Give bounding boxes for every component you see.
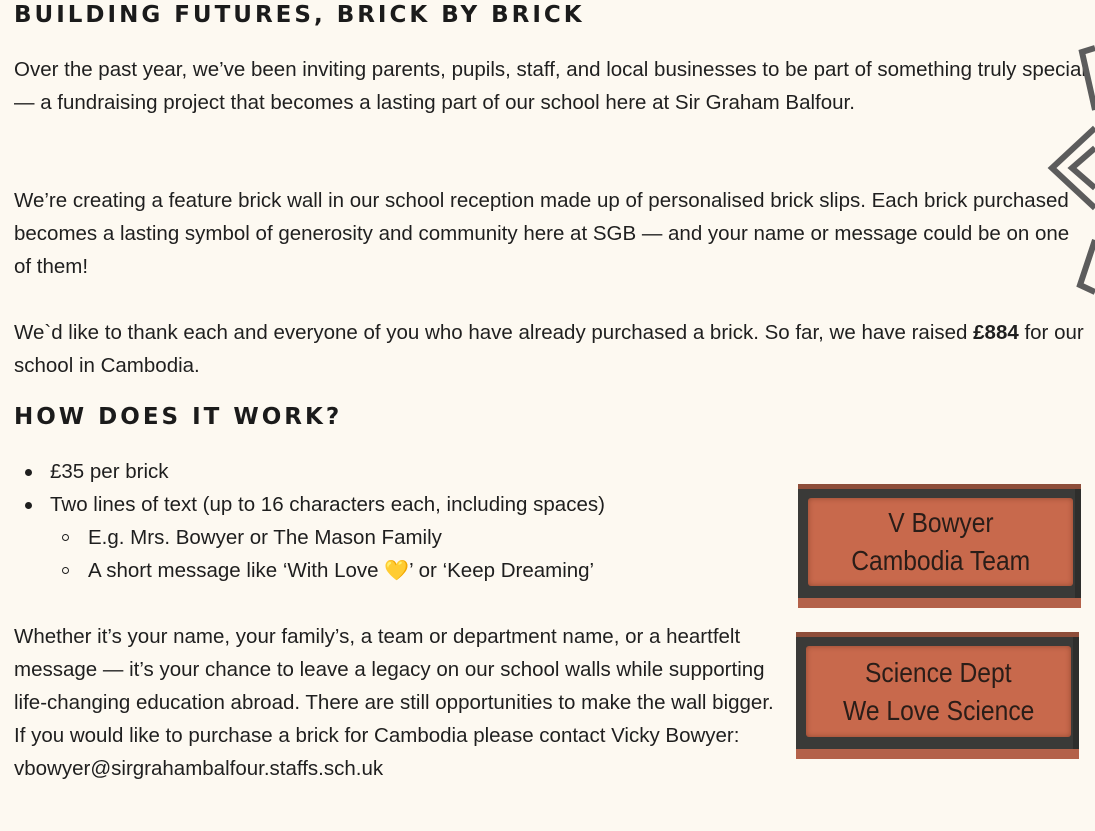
brick-face — [808, 498, 1073, 586]
brick-image-science-dept — [796, 632, 1079, 759]
list-item-example-name: E.g. Mrs. Bowyer or The Mason Family — [14, 521, 774, 554]
list-item-example-message — [14, 554, 774, 587]
thanks-paragraph — [14, 316, 1089, 382]
list-item-price: £35 per brick — [14, 455, 774, 488]
brick-wall-paragraph: We’re creating a feature brick wall in our school reception made up of personalised brick slips. Each brick purchased becomes a lasting symbol of generosity and community here at SGB — and your name or message could be on one of them! — [14, 189, 1070, 278]
chevron-decoration-icon — [1040, 40, 1095, 300]
thanks-text-end: for our school in Cambodia. — [14, 321, 1084, 377]
main-heading: BUILDING FUTURES, BRICK BY BRICK — [14, 2, 585, 28]
brick-line1: V Bowyer — [887, 507, 994, 538]
brick-line1: Science Dept — [865, 656, 1012, 688]
list-item-text-lines: Two lines of text (up to 16 characters each, including spaces) — [14, 488, 774, 521]
intro-paragraph: Over the past year, we’ve been inviting parents, pupils, staff, and local businesses to be part of something truly special — a fundraising project that becomes a lasting part of our school here at Sir Graham Balfour. — [14, 58, 1086, 114]
how-it-works-heading: HOW DOES IT WORK? — [14, 404, 343, 430]
brick-face — [806, 646, 1071, 737]
how-it-works-list — [14, 455, 774, 587]
brick-line2: We Love Science — [842, 694, 1035, 726]
amount-raised: £884 — [973, 321, 1019, 344]
thanks-text: We`d like to thank each and everyone of you who have already purchased a brick. So far, we have raised — [14, 321, 974, 344]
brick-line2: Cambodia Team — [851, 545, 1030, 576]
contact-paragraph — [14, 620, 774, 785]
contact-email[interactable]: vbowyer@sirgrahambalfour.staffs.sch.uk — [14, 757, 384, 780]
example-message-text-end: ’ or ‘Keep Dreaming’ — [409, 559, 595, 582]
example-message-text: A short message like ‘With Love — [88, 559, 385, 582]
contact-text: Whether it’s your name, your family’s, a team or department name, or a heartfelt message — it’s your chance to leave a legacy on our school walls while supporting life-changing education abroad. There are still opportunities to make the wall bigger. If you would like to purchase a brick for Cambodia please contact Vicky Bowyer: — [14, 625, 774, 747]
brick-image-v-bowyer — [798, 484, 1081, 608]
yellow-heart-icon: 💛 — [384, 558, 410, 582]
